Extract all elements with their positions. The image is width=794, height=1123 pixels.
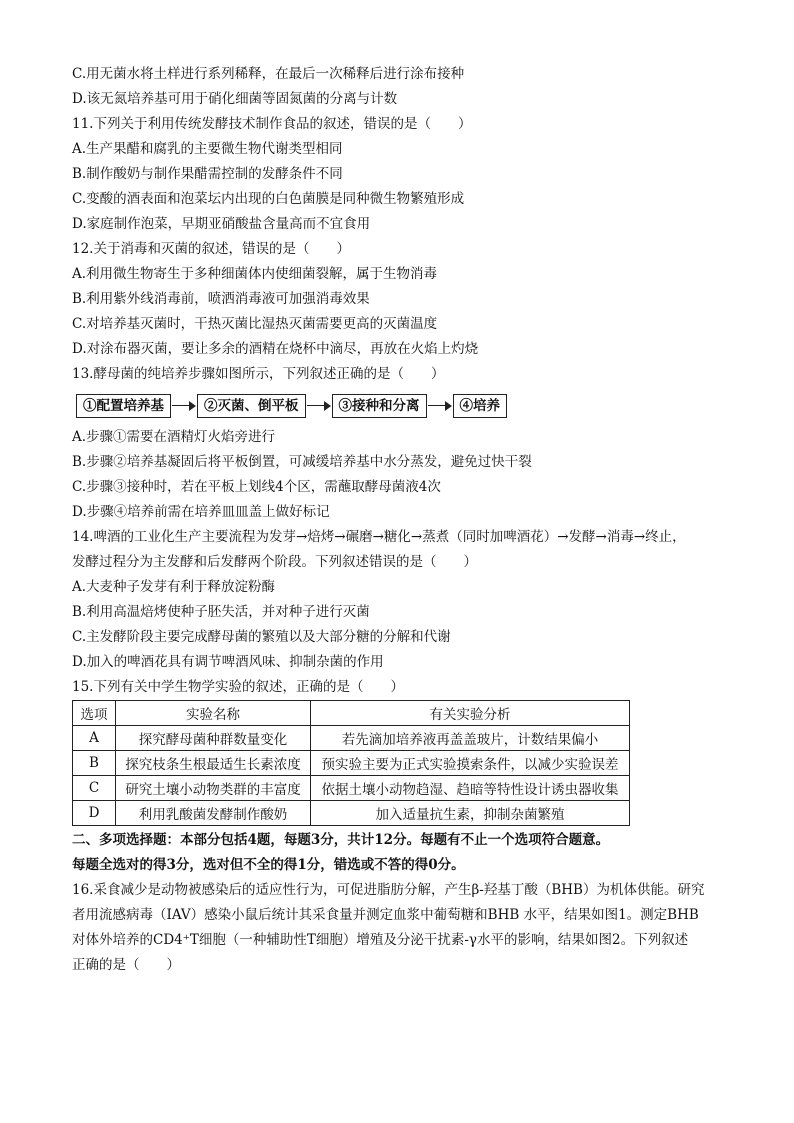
q13-option-d: D.步骤④培养前需在培养皿皿盖上做好标记	[72, 504, 330, 520]
flow-arrow-icon	[306, 395, 332, 417]
q14-option-b: B.利用高温焙烤使种子胚失活，并对种子进行灭菌	[72, 604, 370, 620]
q13-stem: 13.酵母菌的纯培养步骤如图所示，下列叙述正确的是（ ）	[72, 366, 445, 382]
table-cell: 利用乳酸菌发酵制作酸奶	[116, 801, 311, 826]
q14-stem-line-1: 14.啤酒的工业化生产主要流程为发芽→焙烤→碾磨→糖化→蒸煮（同时加啤酒花）→发酵→消毒→终止，	[72, 529, 686, 545]
table-row	[73, 751, 630, 776]
table-header: 实验名称	[116, 701, 311, 726]
table-cell: A	[73, 726, 116, 751]
table-cell: B	[73, 751, 116, 776]
table-cell: C	[73, 776, 116, 801]
table-cell: 探究酵母菌种群数量变化	[116, 726, 311, 751]
flow-step-3: ③接种和分离	[332, 394, 427, 418]
table-cell: 预实验主要为正式实验摸索条件，以减少实验误差	[311, 751, 630, 776]
q11-option-a: A.生产果醋和腐乳的主要微生物代谢类型相同	[72, 141, 343, 157]
section-2-heading: 二、多项选择题：本部分包括4题，每题3分，共计12分。每题有不止一个选项符合题意。	[72, 832, 610, 848]
table-cell: 依据土壤小动物趋湿、趋暗等特性设计诱虫器收集	[311, 776, 630, 801]
section-2-heading-cont: 每题全选对的得3分，选对但不全的得1分，错选或不答的得0分。	[72, 857, 465, 873]
q10-option-d: D.该无氮培养基可用于硝化细菌等固氮菌的分离与计数	[72, 91, 398, 107]
table-cell: 研究土壤小动物类群的丰富度	[116, 776, 311, 801]
flow-arrow-icon	[171, 395, 197, 417]
q15-stem: 15.下列有关中学生物学实验的叙述，正确的是（ ）	[72, 679, 404, 695]
table-row	[73, 801, 630, 826]
table-row	[73, 726, 630, 751]
q12-option-b: B.利用紫外线消毒前，喷洒消毒液可加强消毒效果	[72, 291, 370, 307]
table-header-row	[73, 701, 630, 726]
flow-step-2: ②灭菌、倒平板	[197, 394, 306, 418]
q12-option-c: C.对培养基灭菌时，干热灭菌比湿热灭菌需要更高的灭菌温度	[72, 316, 438, 332]
q16-stem-line-2: 者用流感病毒（IAV）感染小鼠后统计其采食量并测定血浆中葡萄糖和BHB 水平，结果如图1。测定BHB	[72, 907, 699, 923]
exam-page	[72, 62, 752, 978]
q13-option-c: C.步骤③接种时，若在平板上划线4个区，需蘸取酵母菌液4次	[72, 479, 441, 495]
table-cell: 若先滴加培养液再盖盖玻片，计数结果偏小	[311, 726, 630, 751]
flow-arrow-icon	[427, 395, 453, 417]
q12-option-a: A.利用微生物寄生于多种细菌体内使细菌裂解，属于生物消毒	[72, 266, 438, 282]
table-row	[73, 776, 630, 801]
q16-stem-line-3: 对体外培养的CD4⁺T细胞（一种辅助性T细胞）增殖及分泌干扰素-γ水平的影响，结果如图2。下列叙述	[72, 932, 689, 948]
q12-option-d: D.对涂布器灭菌，要让多余的酒精在烧杯中滴尽，再放在火焰上灼烧	[72, 341, 479, 357]
table-header: 选项	[73, 701, 116, 726]
flow-step-1: ①配置培养基	[76, 394, 171, 418]
q14-option-d: D.加入的啤酒花具有调节啤酒风味、抑制杂菌的作用	[72, 654, 384, 670]
table-cell: 加入适量抗生素，抑制杂菌繁殖	[311, 801, 630, 826]
q11-stem: 11.下列关于利用传统发酵技术制作食品的叙述，错误的是（ ）	[72, 116, 472, 132]
q13-option-a: A.步骤①需要在酒精灯火焰旁进行	[72, 429, 276, 445]
q11-option-d: D.家庭制作泡菜，早期亚硝酸盐含量高而不宜食用	[72, 216, 371, 232]
q13-flow-diagram	[76, 389, 752, 423]
table-cell: 探究枝条生根最适生长素浓度	[116, 751, 311, 776]
q14-option-c: C.主发酵阶段主要完成酵母菌的繁殖以及大部分糖的分解和代谢	[72, 629, 451, 645]
q16-stem-line-4: 正确的是（ ）	[72, 957, 180, 973]
q13-option-b: B.步骤②培养基凝固后将平板倒置，可减缓培养基中水分蒸发，避免过快干裂	[72, 454, 532, 470]
table-header: 有关实验分析	[311, 701, 630, 726]
q11-option-b: B.制作酸奶与制作果醋需控制的发酵条件不同	[72, 166, 343, 182]
q15-table	[72, 700, 630, 826]
q16-stem-line-1: 16.采食减少是动物被感染后的适应性行为，可促进脂肪分解，产生β-羟基丁酸（BHB）为机体供能。研究	[72, 882, 705, 898]
q14-option-a: A.大麦种子发芽有利于释放淀粉酶	[72, 579, 276, 595]
q10-option-c: C.用无菌水将土样进行系列稀释，在最后一次稀释后进行涂布接种	[72, 66, 465, 82]
table-cell: D	[73, 801, 116, 826]
q12-stem: 12.关于消毒和灭菌的叙述，错误的是（ ）	[72, 241, 350, 257]
q14-stem-line-2: 发酵过程分为主发酵和后发酵两个阶段。下列叙述错误的是（ ）	[72, 554, 477, 570]
flow-step-4: ④培养	[453, 394, 508, 418]
q11-option-c: C.变酸的酒表面和泡菜坛内出现的白色菌膜是同种微生物繁殖形成	[72, 191, 465, 207]
